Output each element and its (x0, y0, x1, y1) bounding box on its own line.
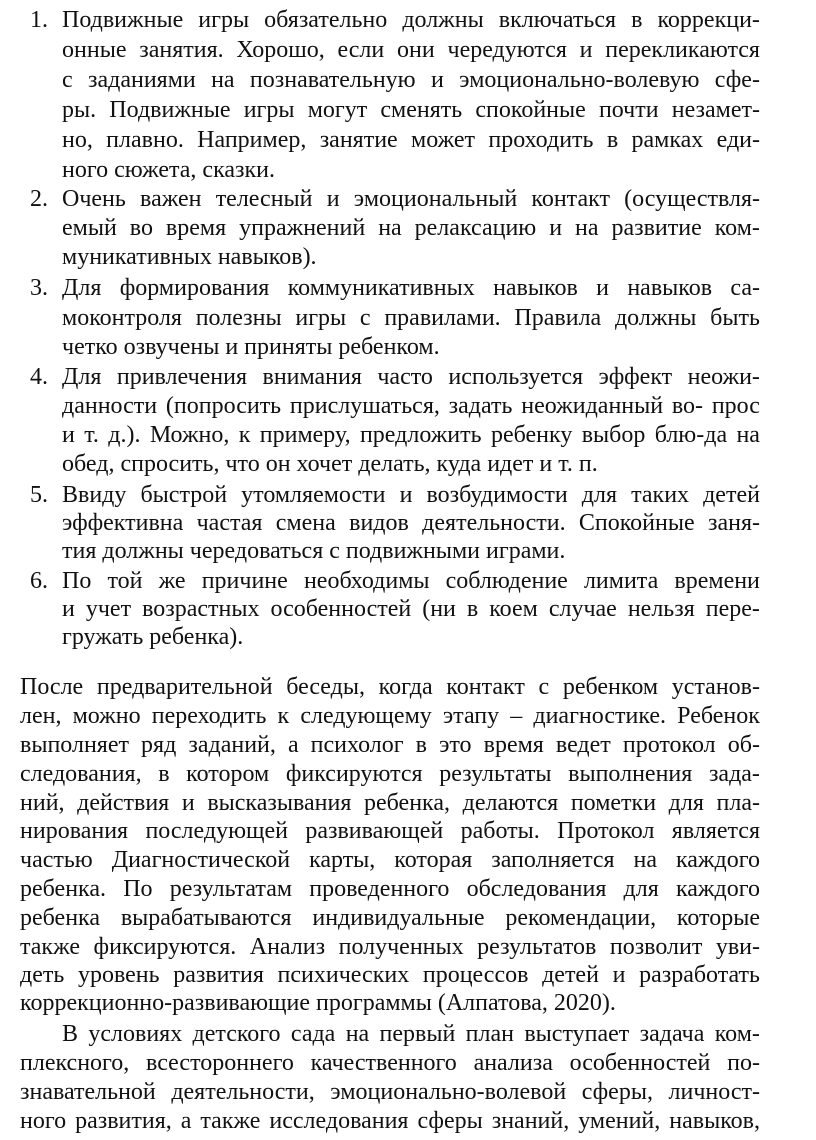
list-item-line: тия должны чередоваться с подвижными играми. (62, 538, 566, 564)
word: плексного, (20, 1050, 130, 1076)
word: чередуются (447, 37, 567, 63)
word: ребенку (490, 422, 573, 448)
word: Можно, (149, 422, 230, 448)
word: работы. (460, 818, 540, 844)
word: на (736, 422, 760, 448)
word: на (378, 215, 402, 241)
word: должны (402, 7, 484, 33)
word: заполняется (491, 847, 615, 873)
word: заданиями (87, 67, 196, 93)
word: установ- (671, 674, 760, 700)
word: разработать (639, 962, 760, 988)
paragraph-line (20, 874, 760, 904)
paragraph-line (20, 845, 760, 875)
word: моконтроля (62, 305, 182, 331)
word: следования, (20, 761, 142, 787)
list-item-number: 6. (30, 568, 48, 594)
word: игры (295, 305, 347, 331)
word: емый (62, 215, 117, 241)
word: по- (727, 1050, 760, 1076)
word: в (631, 7, 643, 33)
word: нельзя (627, 596, 695, 622)
word: психических (277, 962, 410, 988)
word: Анализ (249, 934, 326, 960)
word: результатам (169, 876, 293, 902)
word: используется (448, 364, 584, 390)
word: уви- (715, 934, 760, 960)
word: которые (676, 905, 760, 931)
paragraph-line: коррекционно-развивающие программы (Алпатова, 2020). (20, 990, 616, 1016)
word: релаксацию (414, 215, 537, 241)
word: этапу (442, 703, 500, 729)
word: В (62, 1021, 79, 1047)
word: Подвижные (109, 97, 231, 123)
word: (ни (422, 596, 456, 622)
word: и (326, 186, 340, 212)
word: может (411, 127, 476, 153)
list-item-number: 3. (30, 275, 48, 301)
word: же (158, 568, 186, 594)
word: лимита (583, 568, 659, 594)
word: уровень (77, 962, 160, 988)
word: ком- (714, 215, 760, 241)
word: беседы, (286, 674, 365, 700)
word: познавательную (249, 67, 416, 93)
word: ком- (714, 1021, 760, 1047)
word: процессов (422, 962, 529, 988)
word: протокол (622, 732, 716, 758)
word: также (20, 934, 81, 960)
list-item-line (62, 125, 760, 155)
paragraph-line (62, 1019, 760, 1049)
word: эмоциональный (353, 186, 518, 212)
paragraph-line (20, 759, 760, 789)
word: Для (62, 275, 102, 301)
word: также (200, 1108, 261, 1134)
word: видов (349, 510, 409, 536)
word: в (606, 127, 619, 153)
word: могут (307, 97, 368, 123)
paragraph-line (20, 788, 760, 818)
word: и (399, 482, 413, 508)
word: проведенного (309, 876, 450, 902)
word: фиксируются. (93, 934, 237, 960)
paragraph-line (20, 1106, 760, 1136)
word: полученных (338, 934, 464, 960)
word: онные (62, 37, 127, 63)
word: проходить (488, 127, 594, 153)
word: деятельности, (171, 1079, 315, 1105)
list-item-line: четко озвучены и приняты ребенком. (62, 334, 440, 360)
word: они (397, 37, 435, 63)
word: соблюдение (445, 568, 568, 594)
word: с (359, 305, 371, 331)
word: нирования (20, 818, 129, 844)
word: причине (201, 568, 288, 594)
word: эффективна (62, 510, 184, 536)
word: возрастных (142, 596, 260, 622)
word: диагностике. (533, 703, 667, 729)
word: упражнений (239, 215, 366, 241)
word: каждого (675, 847, 760, 873)
word: предложить (359, 422, 482, 448)
word: которая (394, 847, 473, 873)
word: формирования (119, 275, 270, 301)
word: делаются (462, 790, 559, 816)
list-item-line (62, 508, 760, 538)
word: еди- (716, 127, 760, 153)
word: По (123, 876, 153, 902)
word: а (287, 732, 299, 758)
word: учет (85, 596, 132, 622)
word: развивающей (305, 818, 444, 844)
word: карты, (309, 847, 376, 873)
word: лен, (20, 703, 62, 729)
list-item-line (62, 213, 760, 243)
word: заня- (707, 510, 760, 536)
list-item-number: 5. (30, 482, 48, 508)
word: игры (198, 7, 250, 33)
word: обязательно (264, 7, 388, 33)
word: с (538, 674, 550, 700)
word: (попросить (165, 393, 282, 419)
word: Протокол (557, 818, 655, 844)
word: выступает (524, 1021, 630, 1047)
word: са- (730, 275, 760, 301)
word: – (510, 703, 523, 729)
word: особенностей (569, 1050, 711, 1076)
word: и (62, 596, 75, 622)
word: ребенка. (20, 876, 106, 902)
word: ряд (141, 732, 177, 758)
word: спокойные (475, 97, 586, 123)
word: примеру, (259, 422, 351, 448)
list-item-line: обед, спросить, что он хочет делать, куда идет и т. п. (62, 451, 598, 477)
paragraph-line (20, 816, 760, 846)
word: к (238, 422, 251, 448)
list-item-line (62, 391, 760, 421)
word: почти (598, 97, 659, 123)
word: Хорошо, (236, 37, 325, 63)
word: можно (72, 703, 141, 729)
word: деятельности. (422, 510, 566, 536)
word: выполняет (20, 732, 129, 758)
word: и (62, 422, 75, 448)
paragraph-line (20, 960, 760, 990)
word: на (345, 1021, 370, 1047)
word: сферы, (581, 1079, 653, 1105)
word: правилами. (384, 305, 501, 331)
list-item-line (62, 566, 760, 596)
word: исследования (269, 1108, 409, 1134)
word: т. (84, 422, 99, 448)
word: Правила (514, 305, 602, 331)
word: если (337, 37, 385, 63)
word: выполнения (568, 761, 693, 787)
word: позволит (609, 934, 703, 960)
paragraph-line (20, 1048, 760, 1078)
word: во- (671, 393, 704, 419)
word: занятия. (139, 37, 224, 63)
word: сада (290, 1021, 336, 1047)
word: ребенком (562, 674, 659, 700)
word: контакт (531, 186, 610, 212)
paragraph-line (20, 672, 760, 702)
word: телесный (215, 186, 313, 212)
word: следующему (300, 703, 432, 729)
word: развития, (75, 1108, 172, 1134)
word: и (596, 275, 609, 301)
word: плавно. (106, 127, 184, 153)
word: к (277, 703, 290, 729)
word: возбудимости (426, 482, 568, 508)
word: должны (614, 305, 697, 331)
word: ведет (555, 732, 611, 758)
word: а (180, 1108, 192, 1134)
word: прислушаться, (289, 393, 440, 419)
word: детей (542, 962, 599, 988)
word: деть (20, 962, 65, 988)
word: Ввиду (62, 482, 127, 508)
word: это (439, 732, 472, 758)
word: рамках (631, 127, 704, 153)
list-item-line: муникативных навыков). (62, 244, 317, 270)
word: необходимы (303, 568, 430, 594)
word: всестороннего (146, 1050, 294, 1076)
list-item-line: ного сюжета, сказки. (62, 157, 276, 183)
word: для (623, 876, 659, 902)
paragraph-line (20, 730, 760, 760)
word: пла- (716, 790, 760, 816)
word: занятие (319, 127, 398, 153)
word: в (415, 732, 428, 758)
word: умений, (578, 1108, 661, 1134)
word: психолог (310, 732, 404, 758)
word: утомляемости (241, 482, 386, 508)
paragraph-line (20, 701, 760, 731)
word: навыков (627, 275, 713, 301)
word: ребенка, (364, 790, 450, 816)
word: частью (20, 847, 93, 873)
word: рекомендации, (505, 905, 657, 931)
word: на (211, 67, 235, 93)
word: качественного (310, 1050, 457, 1076)
list-item-line (62, 594, 760, 624)
word: результатов (477, 934, 597, 960)
word: часто (377, 364, 433, 390)
word: Например, (197, 127, 307, 153)
word: вырабатываются (120, 905, 292, 931)
word: После (20, 674, 84, 700)
word: эмоционально-волевой (330, 1079, 567, 1105)
list-item-line (62, 420, 760, 450)
word: первый (379, 1021, 456, 1047)
word: развития (173, 962, 264, 988)
word: сферы (417, 1108, 483, 1134)
word: в (466, 596, 479, 622)
word: выбор (581, 422, 646, 448)
word: на (633, 847, 657, 873)
word: задача (639, 1021, 705, 1047)
word: время (483, 732, 544, 758)
word: пере- (705, 596, 760, 622)
paragraph-line (20, 1077, 760, 1107)
word: и (549, 215, 563, 241)
word: эмоционально-волевую (459, 67, 700, 93)
word: включаться (498, 7, 617, 33)
paragraph-line (20, 903, 760, 933)
word: навыков, (669, 1108, 760, 1134)
word: и (579, 37, 593, 63)
word: когда (378, 674, 433, 700)
word: быть (710, 305, 760, 331)
list-item-line: гружать ребенка). (62, 624, 244, 650)
word: знаний, (491, 1108, 570, 1134)
word: результаты (439, 761, 552, 787)
word: По (62, 568, 92, 594)
word: зада- (708, 761, 760, 787)
word: обследования (466, 876, 607, 902)
word: неожи- (687, 364, 760, 390)
paragraph-line (20, 932, 760, 962)
word: детей (703, 482, 760, 508)
word: важен (140, 186, 202, 212)
word: пометки (570, 790, 657, 816)
word: Подвижные (62, 7, 184, 33)
word: переходить (151, 703, 267, 729)
word: задать (448, 393, 513, 419)
word: коррекци- (657, 7, 760, 33)
word: знавательной (20, 1079, 156, 1105)
word: индивидуальные (312, 905, 485, 931)
word: для (668, 790, 704, 816)
word: ры. (62, 97, 97, 123)
word: незамет- (671, 97, 760, 123)
word: перекликаются (605, 37, 760, 63)
word: высказывания (207, 790, 352, 816)
list-item-line (62, 480, 760, 510)
word: блю-да (654, 422, 728, 448)
word: Спокойные (578, 510, 695, 536)
word: времени (674, 568, 760, 594)
word: фиксируются (285, 761, 423, 787)
word: в (158, 761, 170, 787)
word: Очень (62, 186, 126, 212)
word: и (612, 962, 626, 988)
word: (осуществля- (624, 186, 760, 212)
word: ребенка (20, 905, 100, 931)
word: с (62, 67, 73, 93)
word: смена (275, 510, 336, 536)
word: но, (62, 127, 93, 153)
word: быстрой (140, 482, 228, 508)
list-item-line (62, 273, 760, 303)
list-item-line (62, 95, 760, 125)
word: каждого (675, 876, 760, 902)
list-item-line (62, 65, 760, 95)
word: Для (62, 364, 102, 390)
word: д.). (108, 422, 141, 448)
word: навыков (493, 275, 578, 301)
word: внимания (262, 364, 362, 390)
word: контакт (446, 674, 525, 700)
word: анализа (473, 1050, 553, 1076)
word: для (581, 482, 618, 508)
word: действия (77, 790, 170, 816)
list-item-number: 4. (30, 364, 48, 390)
word: эффект (598, 364, 673, 390)
word: детского (192, 1021, 281, 1047)
word: условиях (88, 1021, 183, 1047)
word: во (129, 215, 153, 241)
word: особенностей (270, 596, 412, 622)
word: привлечения (116, 364, 248, 390)
list-item-line (62, 35, 760, 65)
word: ний, (20, 790, 65, 816)
list-item-line (62, 362, 760, 392)
word: котором (186, 761, 270, 787)
word: случае (548, 596, 617, 622)
word: об- (727, 732, 760, 758)
word: предварительной (96, 674, 273, 700)
word: ного (20, 1108, 67, 1134)
word: таких (631, 482, 690, 508)
word: развитие (611, 215, 702, 241)
word: заданий, (188, 732, 276, 758)
word: той (107, 568, 143, 594)
list-item-line (62, 5, 760, 35)
list-item-number: 1. (30, 7, 48, 33)
word: частая (196, 510, 263, 536)
word: сфе- (714, 67, 760, 93)
word: Ребенок (677, 703, 760, 729)
word: данности (62, 393, 158, 419)
word: сменять (380, 97, 463, 123)
word: полезны (195, 305, 282, 331)
list-item-line (62, 303, 760, 333)
word: игры (243, 97, 295, 123)
word: последующей (145, 818, 288, 844)
word: и (181, 790, 195, 816)
word: Диагностической (111, 847, 291, 873)
word: и (430, 67, 444, 93)
word: является (671, 818, 760, 844)
word: коем (489, 596, 538, 622)
word: коммуникативных (287, 275, 475, 301)
word: личност- (668, 1079, 760, 1105)
word: на (575, 215, 599, 241)
word: план (465, 1021, 514, 1047)
word: неожиданный (521, 393, 664, 419)
word: прос (711, 393, 760, 419)
list-item-line (62, 184, 760, 214)
list-item-number: 2. (30, 186, 48, 212)
word: время (165, 215, 227, 241)
